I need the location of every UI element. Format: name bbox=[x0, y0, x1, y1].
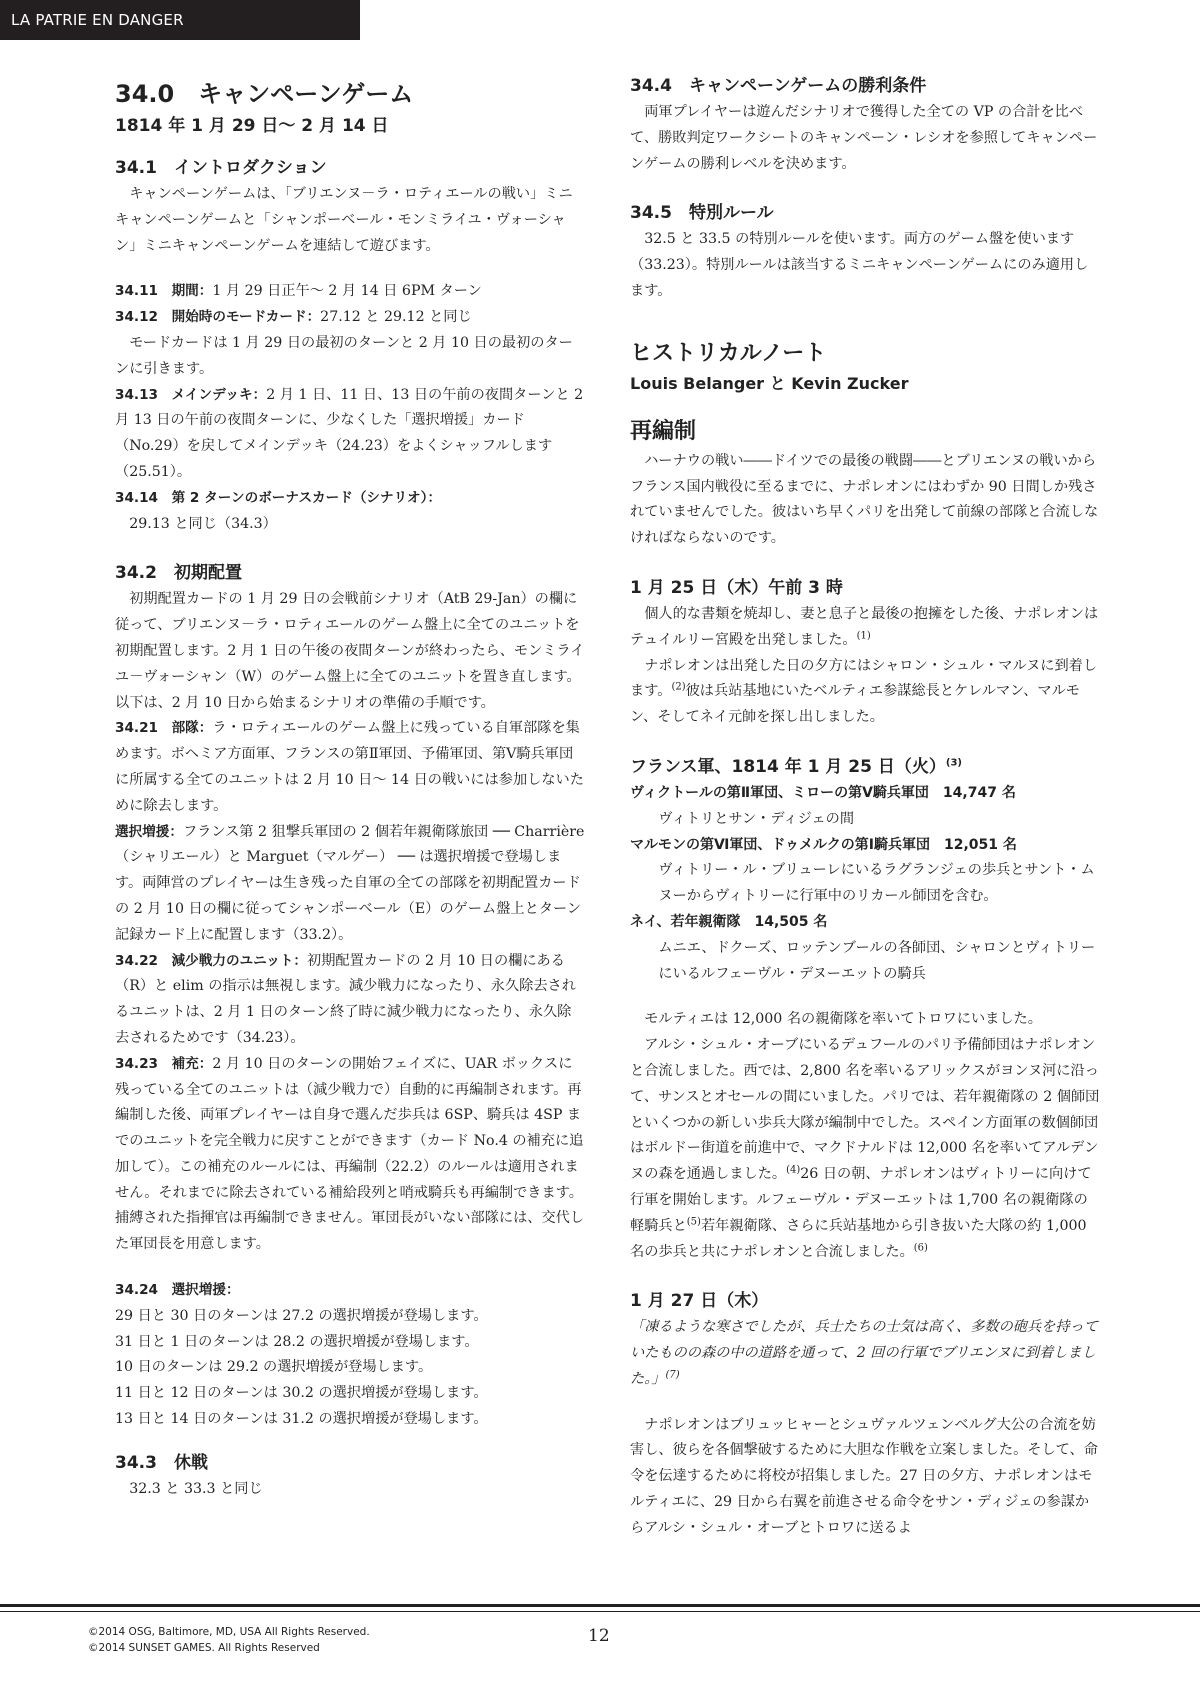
heading-text: 34.3 休戦 bbox=[115, 1452, 208, 1473]
rule-item bbox=[115, 820, 585, 949]
rule-text: 初期配置カードの 2 月 10 日の欄にある（R）と elim の指示は無視します。減少戦力になったり、永久除去されるユニットは、2 月 1 日のターン終了時に減少戦力になったり、永久除去されるためです（34.23）。 bbox=[115, 952, 576, 1046]
force-heading: ヴィクトールの第Ⅱ軍団、ミローの第Ⅴ騎兵軍団 14,747 名 bbox=[630, 784, 1016, 801]
rule-label: 選択増援： bbox=[115, 823, 183, 840]
section-heading bbox=[630, 199, 1100, 227]
paragraph bbox=[115, 331, 585, 383]
rule-label: 34.21 部隊： bbox=[115, 720, 213, 737]
rule-label: 34.14 第 2 ターンのボーナスカード（シナリオ）： bbox=[115, 489, 442, 506]
paragraph-text: 13 日と 14 日のターンは 31.2 の選択増援が登場します。 bbox=[115, 1411, 488, 1428]
paragraph bbox=[630, 654, 1100, 731]
footer-rule-thin bbox=[0, 1611, 1200, 1612]
rule-text: 2 月 10 日のターンの開始フェイズに、UAR ボックスに残っている全てのユニットは（減少戦力で）自動的に再編制されます。再編制した後、両軍プレイヤーは自身で選んだ歩兵は 6SP、騎兵は 4SP までのユニットを完全戦力に戻すことができます（カード No.4 の補充に追加して）。この補充のルールには、再編制（22.2）のルールは適用されません。それまでに除去されている補給段列と哨戒騎兵も再編制できます。捕縛された指揮官は再編制できません。軍団長がいない部隊には、交代した軍団長を用意します。 bbox=[115, 1055, 585, 1253]
paragraph-text: ナポレオンは出発した日の夕方にはシャロン・シュル・マルヌに到着します。 bbox=[630, 657, 1098, 700]
paragraph-text: 個人的な書類を焼却し、妻と息子と最後の抱擁をした後、ナポレオンはテュイルリー宮殿を出発しました。 bbox=[630, 605, 1099, 648]
paragraph-text: モードカードは 1 月 29 日の最初のターンと 2 月 10 日の最初のターンに引きます。 bbox=[115, 334, 573, 377]
footnote-ref: (1) bbox=[856, 630, 871, 642]
paragraph-text: 11 日と 12 日のターンは 30.2 の選択増援が登場します。 bbox=[115, 1385, 488, 1402]
paragraph bbox=[115, 512, 585, 538]
paragraph-text: 若年親衛隊、さらに兵站基地から引き抜いた大隊の約 1,000 名の歩兵と共にナポレオンと合流しました。 bbox=[630, 1217, 1087, 1260]
paragraph-text: ムニエ、ドクーズ、ロッテンブールの各師団、シャロンとヴィトリーにいるルフェーヴル・デヌーエットの騎兵 bbox=[658, 939, 1096, 982]
rule-item bbox=[115, 1052, 585, 1258]
section-heading bbox=[630, 72, 1100, 100]
rule-item bbox=[115, 949, 585, 1052]
rule-label: 34.12 開始時のモードカード： bbox=[115, 309, 321, 326]
rule-item bbox=[115, 279, 585, 305]
paragraph-text: 彼は兵站基地にいたベルティエ参謀総長とケレルマン、マルモン、そしてネイ元帥を探し出しました。 bbox=[630, 683, 1080, 726]
paragraph bbox=[115, 1304, 585, 1330]
heading-text: 1 月 27 日（木） bbox=[630, 1291, 769, 1312]
paragraph bbox=[630, 449, 1100, 552]
footer-rule-thick bbox=[0, 1604, 1200, 1607]
spacer bbox=[115, 537, 585, 557]
section-dates: 1814 年 1 月 29 日～ 2 月 14 日 bbox=[115, 116, 389, 136]
section-heading bbox=[630, 753, 1100, 781]
right-column bbox=[630, 70, 1100, 1542]
spacer bbox=[115, 1258, 585, 1278]
spacer bbox=[630, 1265, 1100, 1285]
paragraph bbox=[630, 1033, 1100, 1265]
paragraph-text: ハーナウの戦い――ドイツでの最後の戦闘――とブリエンヌの戦いからフランス国内戦役に至るまでに、ナポレオンにはわずか 90 日間しか残されていませんでした。彼はいち早くパリを出発して前線の部隊と合流しなければならないのです。 bbox=[630, 452, 1099, 547]
paragraph bbox=[115, 1355, 585, 1381]
rule-label: 34.23 補充： bbox=[115, 1055, 213, 1072]
spacer bbox=[630, 305, 1100, 325]
section-title: 34.0 キャンペーンゲーム bbox=[115, 80, 414, 108]
rule-item bbox=[115, 716, 585, 819]
rule-item bbox=[115, 383, 585, 486]
paragraph bbox=[630, 807, 1100, 833]
paragraph-text: ナポレオンはブリュッヒャーとシュヴァルツェンベルグ大公の合流を妨害し、彼らを各個撃破するために大胆な作戦を立案しました。そして、命令を伝達するために将校が招集しました。27 日の夕方、ナポレオンはモルティエに、29 日から右翼を前進させる命令をサン・ディジェの参謀からアルシ・シュル・オーブとトロワに送るよ bbox=[630, 1416, 1098, 1536]
rule-label: 34.22 減少戦力のユニット： bbox=[115, 952, 307, 969]
spacer bbox=[630, 731, 1100, 751]
spacer bbox=[115, 1433, 585, 1447]
paragraph-text: ヴィトリー・ル・ブリューレにいるラグランジェの歩兵とサント・ムヌーからヴィトリーに行軍中のリカール師団を含む。 bbox=[658, 862, 1095, 905]
rule-label: 34.13 メインデッキ： bbox=[115, 386, 267, 403]
left-column bbox=[115, 70, 585, 1503]
paragraph-text: 32.3 と 33.3 と同じ bbox=[129, 1480, 263, 1497]
paragraph bbox=[630, 936, 1100, 988]
section-heading bbox=[630, 574, 1100, 602]
paragraph-text: 29.13 と同じ（34.3） bbox=[129, 515, 277, 532]
rule-item bbox=[115, 305, 585, 331]
paragraph-text: モルティエは 12,000 名の親衛隊を率いてトロワにいました。 bbox=[644, 1011, 1042, 1028]
author-line: Louis Belanger と Kevin Zucker bbox=[630, 373, 909, 393]
paragraph bbox=[630, 1007, 1100, 1033]
paragraph bbox=[630, 858, 1100, 910]
paragraph-text: 29 日と 30 日のターンは 27.2 の選択増援が登場します。 bbox=[115, 1307, 488, 1324]
rule-label: 34.11 期間： bbox=[115, 283, 213, 300]
heading-text: 34.5 特別ルール bbox=[630, 203, 774, 224]
paragraph bbox=[630, 602, 1100, 654]
paragraph-text: 初期配置カードの 1 月 29 日の会戦前シナリオ（AtB 29-Jan）の欄に従って、ブリエンヌ－ラ・ロティエールのゲーム盤上に全てのユニットを初期配置します。2 月 1 日の午後の夜間ターンが終わったら、モンミライユ－ヴォーシャン（W）のゲーム盤上に全てのユニットを置き直します。以下は、2 月 10 日から始まるシナリオの準備の手順です。 bbox=[115, 591, 585, 711]
spacer bbox=[630, 552, 1100, 572]
rule-text: ラ・ロティエールのゲーム盤上に残っている自軍部隊を集めます。ボヘミア方面軍、フランスの第Ⅱ軍団、予備軍団、第Ⅴ騎兵軍団に所属する全てのユニットは 2 月 10 日～ 14 日の戦いには参加しないために除去します。 bbox=[115, 720, 584, 814]
heading-text: 34.4 キャンペーンゲームの勝利条件 bbox=[630, 76, 927, 96]
footnote-ref: (7) bbox=[665, 1369, 680, 1381]
page-number: 12 bbox=[588, 1626, 610, 1646]
paragraph-text: 「凍るような寒さでしたが、兵士たちの士気は高く、多数の砲兵を持っていたものの森の中の道路を通って、2 回の行軍でブリエンヌに到着しました。」 bbox=[630, 1319, 1098, 1387]
paragraph bbox=[115, 1407, 585, 1433]
paragraph-text: キャンペーンゲームは、「ブリエンヌ－ラ・ロティエールの戦い」ミニキャンペーンゲームと「シャンポーベール・モンミライユ・ヴォーシャン」ミニキャンペーンゲームを連結して遊びます。 bbox=[115, 186, 573, 254]
heading-text: 34.2 初期配置 bbox=[115, 563, 242, 584]
copyright-line-2: ©2014 SUNSET GAMES. All Rights Reserved bbox=[88, 1642, 320, 1654]
copyright-line-1: ©2014 OSG, Baltimore, MD, USA All Rights Reserved. bbox=[88, 1626, 370, 1638]
rule-text: 1 月 29 日正午～ 2 月 14 日 6PM ターン bbox=[212, 283, 482, 300]
paragraph-text: アルシ・シュル・オーブにいるデュフールのパリ予備師団はナポレオンと合流しました。西では、2,800 名を率いるアリックスがヨンヌ河に沿って、サンスとオセールの間にいました。パリでは、若年親衛隊の 2 個師団といくつかの新しい歩兵大隊が編制中でした。スペイン方面軍の数個師団はボルドー街道を前進中で、マクドナルドは 12,000 名を率いてアルデンヌの森を通過しました。 bbox=[630, 1037, 1100, 1183]
rule-item bbox=[115, 1278, 585, 1304]
heading-text: フランス軍、1814 年 1 月 25 日（火） bbox=[630, 756, 946, 777]
section-heading bbox=[115, 559, 585, 587]
force-heading: ネイ、若年親衛隊 14,505 名 bbox=[630, 913, 828, 930]
paragraph bbox=[115, 1477, 585, 1503]
section-heading bbox=[630, 1287, 1100, 1315]
spacer bbox=[630, 177, 1100, 197]
footnote-ref: (5) bbox=[686, 1215, 701, 1227]
footnote-ref: (4) bbox=[786, 1164, 801, 1176]
paragraph-text: ヴィトリとサン・ディジェの間 bbox=[658, 810, 855, 827]
paragraph bbox=[630, 227, 1100, 304]
paragraph-text: 31 日と 1 日のターンは 28.2 の選択増援が登場します。 bbox=[115, 1333, 479, 1350]
footnote-ref: (2) bbox=[671, 681, 686, 693]
paragraph-text: 26 日の朝、ナポレオンはヴィトリーに向けて行軍を開始します。ルフェーヴル・デヌーエットは 1,700 名の親衛隊の軽騎兵と bbox=[630, 1166, 1092, 1234]
spacer bbox=[630, 1393, 1100, 1413]
paragraph bbox=[115, 182, 585, 259]
rule-text: 27.12 と 29.12 と同じ bbox=[320, 309, 472, 326]
paragraph bbox=[115, 587, 585, 716]
paragraph bbox=[630, 1413, 1100, 1542]
copyright-notice bbox=[88, 1624, 370, 1656]
spacer bbox=[630, 987, 1100, 1007]
paragraph bbox=[115, 1330, 585, 1356]
major-heading: ヒストリカルノート bbox=[630, 340, 827, 366]
rule-item bbox=[115, 486, 585, 512]
running-header-text: LA PATRIE EN DANGER bbox=[11, 11, 184, 29]
heading-text: 1 月 25 日（木）午前 3 時 bbox=[630, 577, 843, 598]
rule-text: 2 月 1 日、11 日、13 日の午前の夜間ターンと 2 月 13 日の午前の夜間ターンに、少なくした「選択増援」カード（No.29）を戻してメインデッキ（24.23）をよくシャッフルします（25.51）。 bbox=[115, 386, 584, 480]
force-heading: マルモンの第Ⅵ軍団、ドゥメルクの第Ⅰ騎兵軍団 12,051 名 bbox=[630, 836, 1017, 853]
paragraph bbox=[115, 1381, 585, 1407]
footnote-ref: (3) bbox=[945, 757, 962, 769]
paragraph bbox=[630, 1315, 1100, 1392]
heading-text: 34.1 イントロダクション bbox=[115, 158, 327, 178]
major-heading: 再編制 bbox=[630, 418, 697, 444]
paragraph-text: 32.5 と 33.5 の特別ルールを使います。両方のゲーム盤を使います（33.23）。特別ルールは該当するミニキャンペーンゲームにのみ適用します。 bbox=[630, 231, 1089, 299]
footnote-ref: (6) bbox=[913, 1241, 928, 1253]
running-header-tab bbox=[0, 0, 360, 40]
paragraph-text: 10 日のターンは 29.2 の選択増援が登場します。 bbox=[115, 1359, 433, 1376]
section-heading bbox=[115, 154, 585, 182]
paragraph bbox=[630, 100, 1100, 177]
spacer bbox=[115, 259, 585, 279]
section-heading bbox=[115, 1449, 585, 1477]
rule-text: フランス第 2 狙撃兵軍団の 2 個若年親衛隊旅団 ── Charrière（シャリエール）と Marguet（マルゲー） ── は選択増援で登場します。両陣営のプレイヤーは生き残った自軍の全ての部隊を初期配置カードの 2 月 10 日の欄に従ってシャンポーベール（E）のゲーム盤上とターン記録カード上に配置します（33.2）。 bbox=[115, 823, 585, 943]
paragraph-text: 両軍プレイヤーは遊んだシナリオで獲得した全ての VP の合計を比べて、勝敗判定ワークシートのキャンペーン・レシオを参照してキャンペーンゲームの勝利レベルを決めます。 bbox=[630, 104, 1098, 172]
rule-label: 34.24 選択増援： bbox=[115, 1282, 240, 1299]
